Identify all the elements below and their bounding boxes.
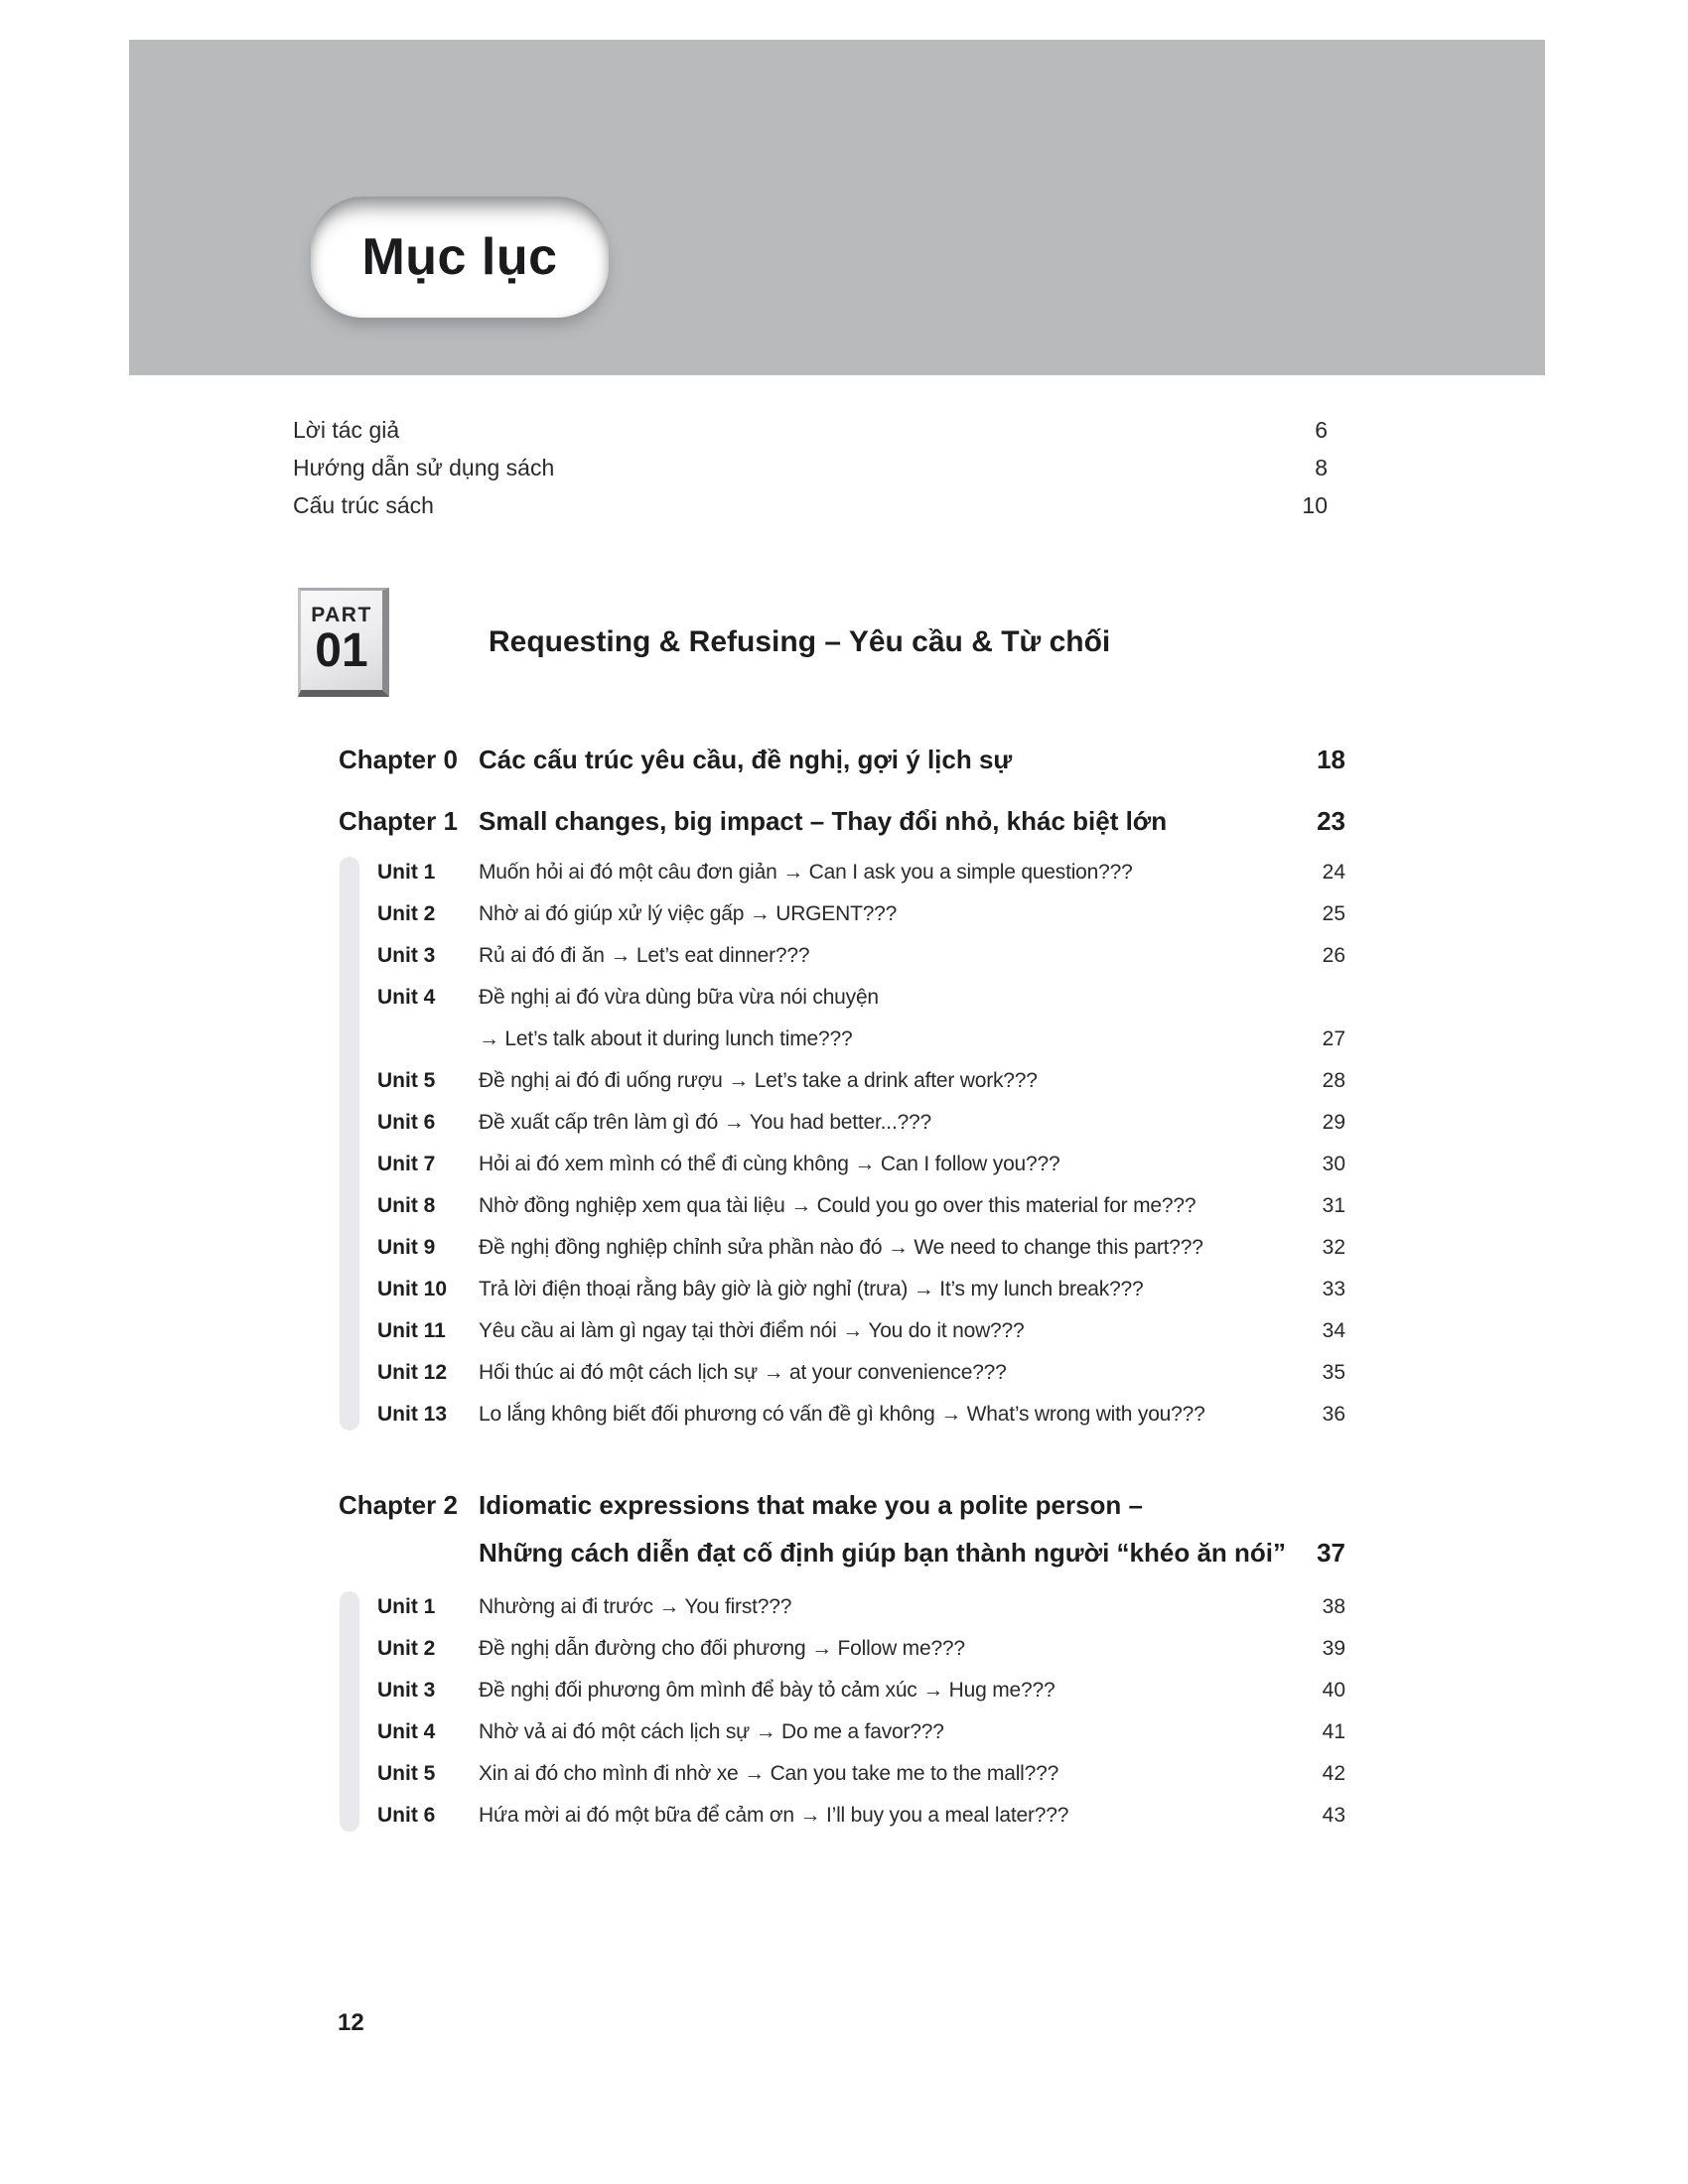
unit-page-number: 39 bbox=[1322, 1637, 1345, 1660]
unit-page-number: 26 bbox=[1322, 944, 1345, 967]
page-title-pill bbox=[311, 197, 609, 318]
unit-page-number: 31 bbox=[1322, 1194, 1345, 1217]
unit-page-number: 24 bbox=[1322, 861, 1345, 884]
chapter-page-number: 18 bbox=[1317, 745, 1345, 774]
unit-label: Unit 2 bbox=[377, 1637, 436, 1660]
part-title: Requesting & Refusing – Yêu cầu & Từ chối bbox=[489, 625, 1111, 658]
toc-entry-page: 10 bbox=[1302, 492, 1328, 518]
unit-row bbox=[340, 1628, 1345, 1670]
chapter-label: Chapter 1 bbox=[339, 806, 458, 836]
unit-title: Hứa mời ai đó một bữa để cảm ơn → I’ll buy you a meal later??? bbox=[479, 1804, 1069, 1827]
unit-title: Yêu cầu ai làm gì ngay tại thời điểm nói → You do it now??? bbox=[479, 1319, 1025, 1342]
part-header bbox=[298, 588, 1110, 697]
unit-title: Hỏi ai đó xem mình có thể đi cùng không → Can I follow you??? bbox=[479, 1153, 1060, 1175]
unit-title: Muốn hỏi ai đó một câu đơn giản → Can I ask you a simple question??? bbox=[479, 861, 1133, 884]
chapter-row bbox=[339, 739, 1345, 780]
unit-label: Unit 6 bbox=[377, 1804, 436, 1827]
chapter-2-unit-list bbox=[340, 1586, 1345, 1837]
toc-entry-authors-note bbox=[293, 411, 1328, 449]
unit-page-number: 32 bbox=[1322, 1236, 1345, 1259]
toc-entry-how-to-use bbox=[293, 449, 1328, 486]
unit-label: Unit 3 bbox=[377, 1679, 436, 1702]
chapter-title-line: Idiomatic expressions that make you a polite person – bbox=[479, 1490, 1143, 1520]
unit-page-number: 43 bbox=[1322, 1804, 1345, 1827]
unit-label: Unit 1 bbox=[377, 861, 436, 884]
chapter-row bbox=[339, 1481, 1345, 1576]
unit-page-number: 36 bbox=[1322, 1403, 1345, 1426]
unit-title-line: Đề nghị ai đó vừa dùng bữa vừa nói chuyện bbox=[479, 986, 879, 1009]
toc-entry-label: Lời tác giả bbox=[293, 417, 400, 443]
unit-title: Hối thúc ai đó một cách lịch sự → at your convenience??? bbox=[479, 1361, 1007, 1384]
part-number: 01 bbox=[315, 624, 368, 678]
unit-row bbox=[340, 935, 1345, 977]
unit-title: Nhờ ai đó giúp xử lý việc gấp → URGENT??? bbox=[479, 902, 898, 925]
intro-list bbox=[293, 411, 1328, 524]
unit-title bbox=[479, 977, 1294, 1060]
unit-title: Trả lời điện thoại rằng bây giờ là giờ nghỉ (trưa) → It’s my lunch break??? bbox=[479, 1278, 1144, 1300]
chapter-title: Các cấu trúc yêu cầu, đề nghị, gợi ý lịch sự bbox=[479, 745, 1013, 774]
unit-page-number: 27 bbox=[1322, 1027, 1345, 1050]
unit-row bbox=[340, 1310, 1345, 1352]
header-band bbox=[129, 40, 1545, 375]
unit-page-number: 30 bbox=[1322, 1153, 1345, 1175]
unit-label: Unit 4 bbox=[377, 1720, 436, 1743]
chapter-label: Chapter 0 bbox=[339, 745, 458, 774]
unit-row bbox=[340, 1269, 1345, 1310]
chapter-page-number: 37 bbox=[1317, 1538, 1345, 1568]
unit-row bbox=[340, 1670, 1345, 1711]
chapter-page-number: 23 bbox=[1317, 806, 1345, 836]
unit-label: Unit 5 bbox=[377, 1762, 436, 1785]
unit-row bbox=[340, 1352, 1345, 1394]
toc-entry-book-structure bbox=[293, 486, 1328, 524]
chapter-title-line: Những cách diễn đạt cố định giúp bạn thành người “khéo ăn nói” bbox=[479, 1538, 1287, 1568]
unit-row bbox=[340, 977, 1345, 1060]
unit-title-line: → Let’s talk about it during lunch time??? bbox=[479, 1027, 853, 1050]
unit-label: Unit 13 bbox=[377, 1403, 448, 1426]
unit-row bbox=[340, 1227, 1345, 1269]
unit-row bbox=[340, 1586, 1345, 1628]
unit-page-number: 34 bbox=[1322, 1319, 1345, 1342]
unit-title: Nhường ai đi trước → You first??? bbox=[479, 1595, 792, 1618]
unit-page-number: 42 bbox=[1322, 1762, 1345, 1785]
unit-label: Unit 11 bbox=[377, 1319, 446, 1342]
unit-page-number: 29 bbox=[1322, 1111, 1345, 1134]
unit-label: Unit 2 bbox=[377, 902, 436, 925]
unit-label: Unit 10 bbox=[377, 1278, 448, 1300]
part-label: PART bbox=[311, 604, 372, 627]
unit-label: Unit 3 bbox=[377, 944, 436, 967]
unit-label: Unit 4 bbox=[377, 986, 436, 1009]
chapter-title bbox=[479, 1481, 1294, 1576]
unit-label: Unit 9 bbox=[377, 1236, 436, 1259]
unit-page-number: 41 bbox=[1322, 1720, 1345, 1743]
unit-row bbox=[340, 893, 1345, 935]
unit-row bbox=[340, 1185, 1345, 1227]
unit-title: Xin ai đó cho mình đi nhờ xe → Can you take me to the mall??? bbox=[479, 1762, 1059, 1785]
unit-row bbox=[340, 1394, 1345, 1435]
unit-title: Đề nghị đối phương ôm mình để bày tỏ cảm xúc → Hug me??? bbox=[479, 1679, 1055, 1702]
chapter-label: Chapter 2 bbox=[339, 1490, 458, 1520]
unit-row bbox=[340, 1753, 1345, 1795]
unit-title: Nhờ đồng nghiệp xem qua tài liệu → Could you go over this material for me??? bbox=[479, 1194, 1196, 1217]
unit-page-number: 33 bbox=[1322, 1278, 1345, 1300]
unit-title: Đề nghị ai đó đi uống rượu → Let’s take a drink after work??? bbox=[479, 1069, 1038, 1092]
unit-row bbox=[340, 1102, 1345, 1144]
toc-entry-label: Hướng dẫn sử dụng sách bbox=[293, 455, 555, 480]
unit-page-number: 35 bbox=[1322, 1361, 1345, 1384]
chapter-title: Small changes, big impact – Thay đổi nhỏ, khác biệt lớn bbox=[479, 806, 1168, 836]
chapter-1-unit-list bbox=[340, 852, 1345, 1435]
unit-title: Đề nghị dẫn đường cho đối phương → Follow me??? bbox=[479, 1637, 965, 1660]
unit-label: Unit 7 bbox=[377, 1153, 436, 1175]
unit-label: Unit 12 bbox=[377, 1361, 448, 1384]
unit-label: Unit 5 bbox=[377, 1069, 436, 1092]
unit-title: Đề xuất cấp trên làm gì đó → You had better...??? bbox=[479, 1111, 932, 1134]
unit-row bbox=[340, 1060, 1345, 1102]
unit-page-number: 28 bbox=[1322, 1069, 1345, 1092]
part-number-box bbox=[298, 588, 389, 697]
unit-label: Unit 6 bbox=[377, 1111, 436, 1134]
toc-entry-page: 8 bbox=[1315, 455, 1328, 480]
unit-page-number: 25 bbox=[1322, 902, 1345, 925]
toc-entry-page: 6 bbox=[1315, 417, 1328, 443]
unit-page-number: 40 bbox=[1322, 1679, 1345, 1702]
unit-row bbox=[340, 1711, 1345, 1753]
chapter-row bbox=[339, 800, 1345, 842]
folio-page-number: 12 bbox=[338, 2009, 364, 2036]
unit-label: Unit 8 bbox=[377, 1194, 436, 1217]
page-title: Mục lục bbox=[361, 228, 558, 286]
unit-page-number: 38 bbox=[1322, 1595, 1345, 1618]
unit-label: Unit 1 bbox=[377, 1595, 436, 1618]
toc-entry-label: Cấu trúc sách bbox=[293, 492, 434, 518]
unit-title: Lo lắng không biết đối phương có vấn đề gì không → What’s wrong with you??? bbox=[479, 1403, 1205, 1426]
unit-title: Rủ ai đó đi ăn → Let’s eat dinner??? bbox=[479, 944, 810, 967]
unit-row bbox=[340, 852, 1345, 893]
unit-title: Đề nghị đồng nghiệp chỉnh sửa phần nào đó → We need to change this part??? bbox=[479, 1236, 1203, 1259]
unit-row bbox=[340, 1795, 1345, 1837]
unit-row bbox=[340, 1144, 1345, 1185]
unit-title: Nhờ vả ai đó một cách lịch sự → Do me a favor??? bbox=[479, 1720, 944, 1743]
